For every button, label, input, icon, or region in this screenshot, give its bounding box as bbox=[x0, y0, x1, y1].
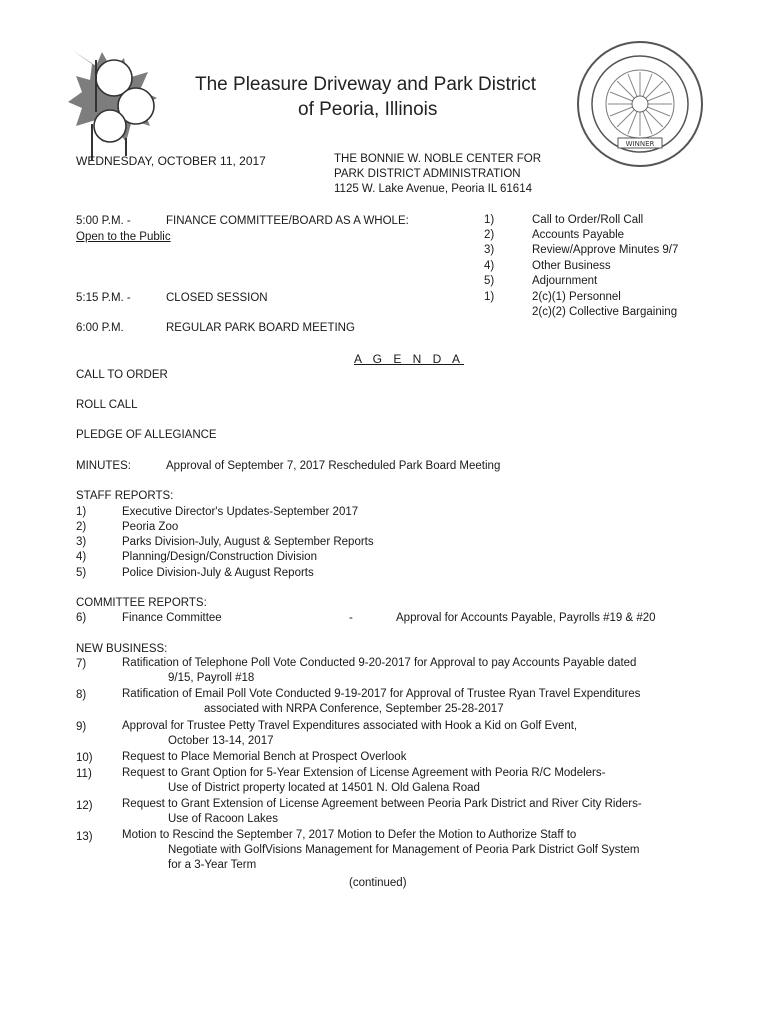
location-line: 1125 W. Lake Avenue, Peoria IL 61614 bbox=[334, 183, 532, 195]
new-business-num: 10) bbox=[76, 752, 93, 764]
new-business-num: 8) bbox=[76, 689, 87, 701]
new-business-item: Motion to Rescind the September 7, 2017 Motion to Defer the Motion to Authorize Staff to bbox=[122, 829, 577, 841]
finance-item-num: 5) bbox=[484, 275, 495, 287]
committee-report-num: 6) bbox=[76, 612, 87, 624]
staff-report-num: 3) bbox=[76, 536, 87, 548]
staff-report-num: 2) bbox=[76, 521, 87, 533]
schedule-title: FINANCE COMMITTEE/BOARD AS A WHOLE: bbox=[166, 215, 409, 227]
agenda-item: CALL TO ORDER bbox=[76, 369, 168, 381]
committee-reports-heading: COMMITTEE REPORTS: bbox=[76, 597, 207, 609]
new-business-num: 12) bbox=[76, 800, 93, 812]
finance-item-num: 3) bbox=[484, 244, 495, 256]
finance-item: Adjournment bbox=[532, 275, 598, 287]
schedule-time: 5:00 P.M. - bbox=[76, 215, 131, 227]
closed-item-num: 1) bbox=[484, 291, 495, 303]
schedule-subtitle: Open to the Public bbox=[76, 231, 171, 243]
finance-item: Review/Approve Minutes 9/7 bbox=[532, 244, 679, 256]
agenda-item: ROLL CALL bbox=[76, 399, 138, 411]
committee-dash: - bbox=[349, 612, 353, 624]
finance-item: Other Business bbox=[532, 260, 611, 272]
location-line: PARK DISTRICT ADMINISTRATION bbox=[334, 168, 521, 180]
meeting-date: WEDNESDAY, OCTOBER 11, 2017 bbox=[76, 154, 266, 168]
staff-report-item: Planning/Design/Construction Division bbox=[122, 551, 317, 563]
committee-report-text: Approval for Accounts Payable, Payrolls #19 & #20 bbox=[396, 612, 656, 624]
org-name-line2: of Peoria, Illinois bbox=[298, 99, 438, 120]
minutes-label: MINUTES: bbox=[76, 460, 131, 472]
staff-report-item: Parks Division-July, August & September Reports bbox=[122, 536, 374, 548]
new-business-item: Request to Grant Option for 5-Year Extension of License Agreement with Peoria R/C Modelers- bbox=[122, 767, 606, 779]
new-business-item-cont: for a 3-Year Term bbox=[168, 859, 257, 871]
park-district-logo bbox=[62, 42, 162, 162]
new-business-item: Ratification of Email Poll Vote Conducted 9-19-2017 for Approval of Trustee Ryan Travel Expenditures bbox=[122, 688, 641, 700]
schedule-time: 5:15 P.M. - bbox=[76, 292, 131, 304]
staff-report-item: Police Division-July & August Reports bbox=[122, 567, 314, 579]
new-business-num: 7) bbox=[76, 658, 87, 670]
finance-item-num: 4) bbox=[484, 260, 495, 272]
agenda-item: PLEDGE OF ALLEGIANCE bbox=[76, 429, 217, 441]
new-business-heading: NEW BUSINESS: bbox=[76, 643, 168, 655]
closed-item: 2(c)(1) Personnel bbox=[532, 291, 621, 303]
finance-item: Accounts Payable bbox=[532, 229, 625, 241]
new-business-num: 11) bbox=[76, 768, 92, 780]
schedule-title: CLOSED SESSION bbox=[166, 292, 268, 304]
new-business-num: 9) bbox=[76, 721, 87, 733]
staff-report-num: 4) bbox=[76, 551, 87, 563]
finance-item-num: 2) bbox=[484, 229, 495, 241]
agenda-heading: A G E N D A bbox=[354, 352, 465, 366]
finance-item-num: 1) bbox=[484, 214, 495, 226]
staff-report-item: Executive Director's Updates-September 2017 bbox=[122, 506, 359, 518]
location-line: THE BONNIE W. NOBLE CENTER FOR bbox=[334, 153, 542, 165]
new-business-item-cont: associated with NRPA Conference, September 25-28-2017 bbox=[204, 703, 504, 715]
new-business-item-cont: October 13-14, 2017 bbox=[168, 735, 274, 747]
closed-item: 2(c)(2) Collective Bargaining bbox=[532, 306, 678, 318]
staff-report-num: 5) bbox=[76, 567, 87, 579]
new-business-item-cont: 9/15, Payroll #18 bbox=[168, 672, 255, 684]
staff-report-num: 1) bbox=[76, 506, 87, 518]
minutes-text: Approval of September 7, 2017 Rescheduled Park Board Meeting bbox=[166, 460, 501, 472]
new-business-item: Ratification of Telephone Poll Vote Conducted 9-20-2017 for Approval to pay Accounts Payable dated bbox=[122, 657, 637, 669]
committee-name: Finance Committee bbox=[122, 612, 222, 624]
seal-ribbon-text: WINNER bbox=[625, 140, 655, 148]
finance-item: Call to Order/Roll Call bbox=[532, 214, 644, 226]
gold-medal-award-seal bbox=[574, 38, 706, 170]
new-business-item: Approval for Trustee Petty Travel Expenditures associated with Hook a Kid on Golf Event, bbox=[122, 720, 578, 732]
continued-note: (continued) bbox=[349, 877, 407, 889]
new-business-item: Request to Place Memorial Bench at Prospect Overlook bbox=[122, 751, 407, 763]
new-business-item-cont: Use of Racoon Lakes bbox=[168, 813, 278, 825]
staff-reports-heading: STAFF REPORTS: bbox=[76, 490, 174, 502]
staff-report-item: Peoria Zoo bbox=[122, 521, 179, 533]
org-name-line1: The Pleasure Driveway and Park District bbox=[195, 74, 537, 95]
new-business-item-cont: Negotiate with GolfVisions Management for Management of Peoria Park District Golf System bbox=[168, 844, 640, 856]
new-business-item: Request to Grant Extension of License Agreement between Peoria Park District and River City Riders- bbox=[122, 798, 642, 810]
schedule-time: 6:00 P.M. bbox=[76, 322, 124, 334]
schedule-title: REGULAR PARK BOARD MEETING bbox=[166, 322, 355, 334]
new-business-item-cont: Use of District property located at 14501 N. Old Galena Road bbox=[168, 782, 480, 794]
new-business-num: 13) bbox=[76, 831, 93, 843]
